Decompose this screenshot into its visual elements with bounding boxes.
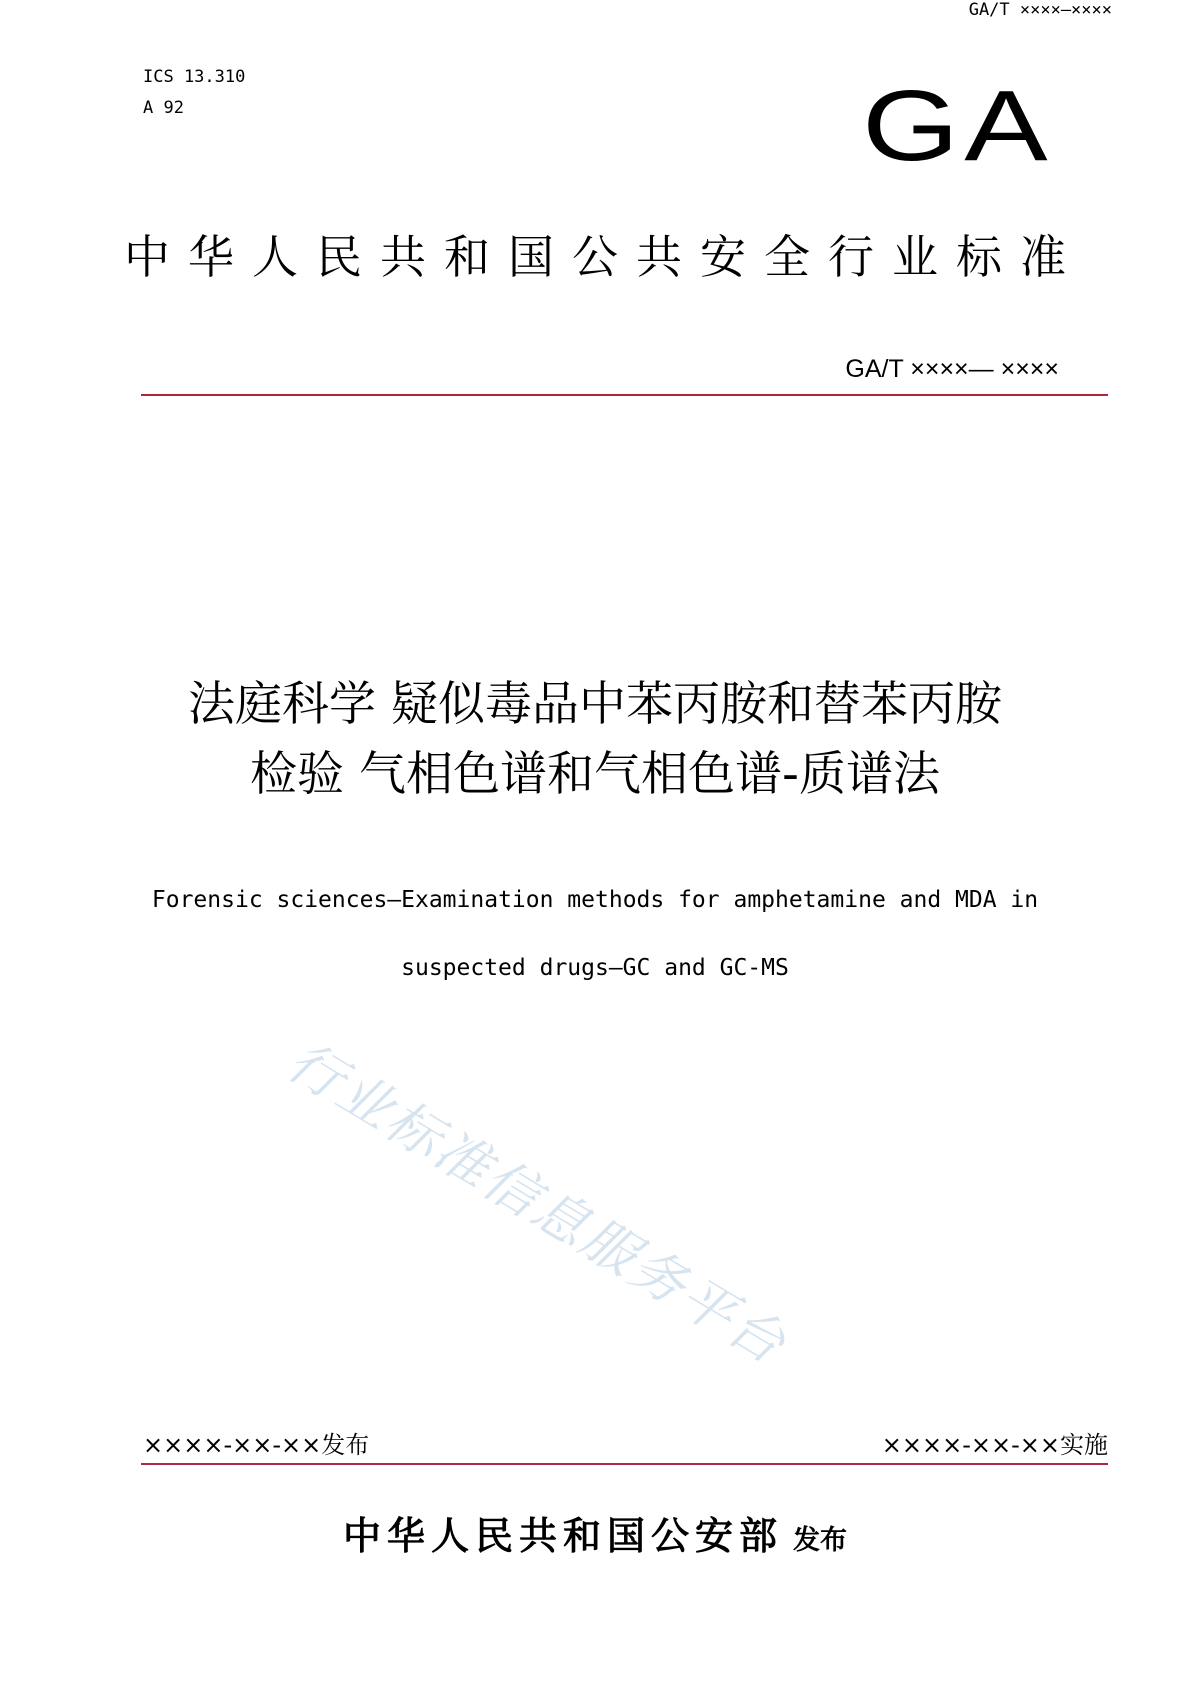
chinese-title-line-2: 检验 气相色谱和气相色谱-质谱法 bbox=[250, 747, 940, 802]
issuer-line bbox=[0, 1505, 1190, 1560]
standard-number: GA/T ××××— ×××× bbox=[845, 355, 1059, 383]
watermark: 行业标准信息服务平台 bbox=[276, 1029, 798, 1378]
bottom-divider bbox=[141, 1463, 1108, 1465]
english-title bbox=[0, 866, 1190, 1002]
chinese-title-line-1: 法庭科学 疑似毒品中苯丙胺和替苯丙胺 bbox=[188, 677, 1002, 732]
classification-block bbox=[143, 62, 245, 124]
chinese-title bbox=[0, 670, 1190, 810]
english-title-line-1: Forensic sciences—Examination methods for amphetamine and MDA in bbox=[151, 887, 1039, 913]
english-title-line-2: suspected drugs—GC and GC-MS bbox=[401, 955, 789, 981]
ics-code: ICS 13.310 bbox=[143, 67, 246, 87]
implement-date: ××××-××-××实施 bbox=[881, 1431, 1108, 1459]
issuer-name: 中华人民共和国公安部 bbox=[342, 1513, 783, 1558]
header-standard-code: GA/T ××××—×××× bbox=[968, 0, 1112, 20]
standard-category-title: 中华人民共和国公共安全行业标准 bbox=[124, 230, 1084, 284]
issuer-suffix: 发布 bbox=[793, 1525, 847, 1556]
publish-date: ××××-××-××发布 bbox=[143, 1431, 370, 1459]
ccs-code: A 92 bbox=[143, 98, 184, 118]
top-divider bbox=[141, 394, 1108, 396]
ga-logo: GA bbox=[862, 70, 1053, 182]
